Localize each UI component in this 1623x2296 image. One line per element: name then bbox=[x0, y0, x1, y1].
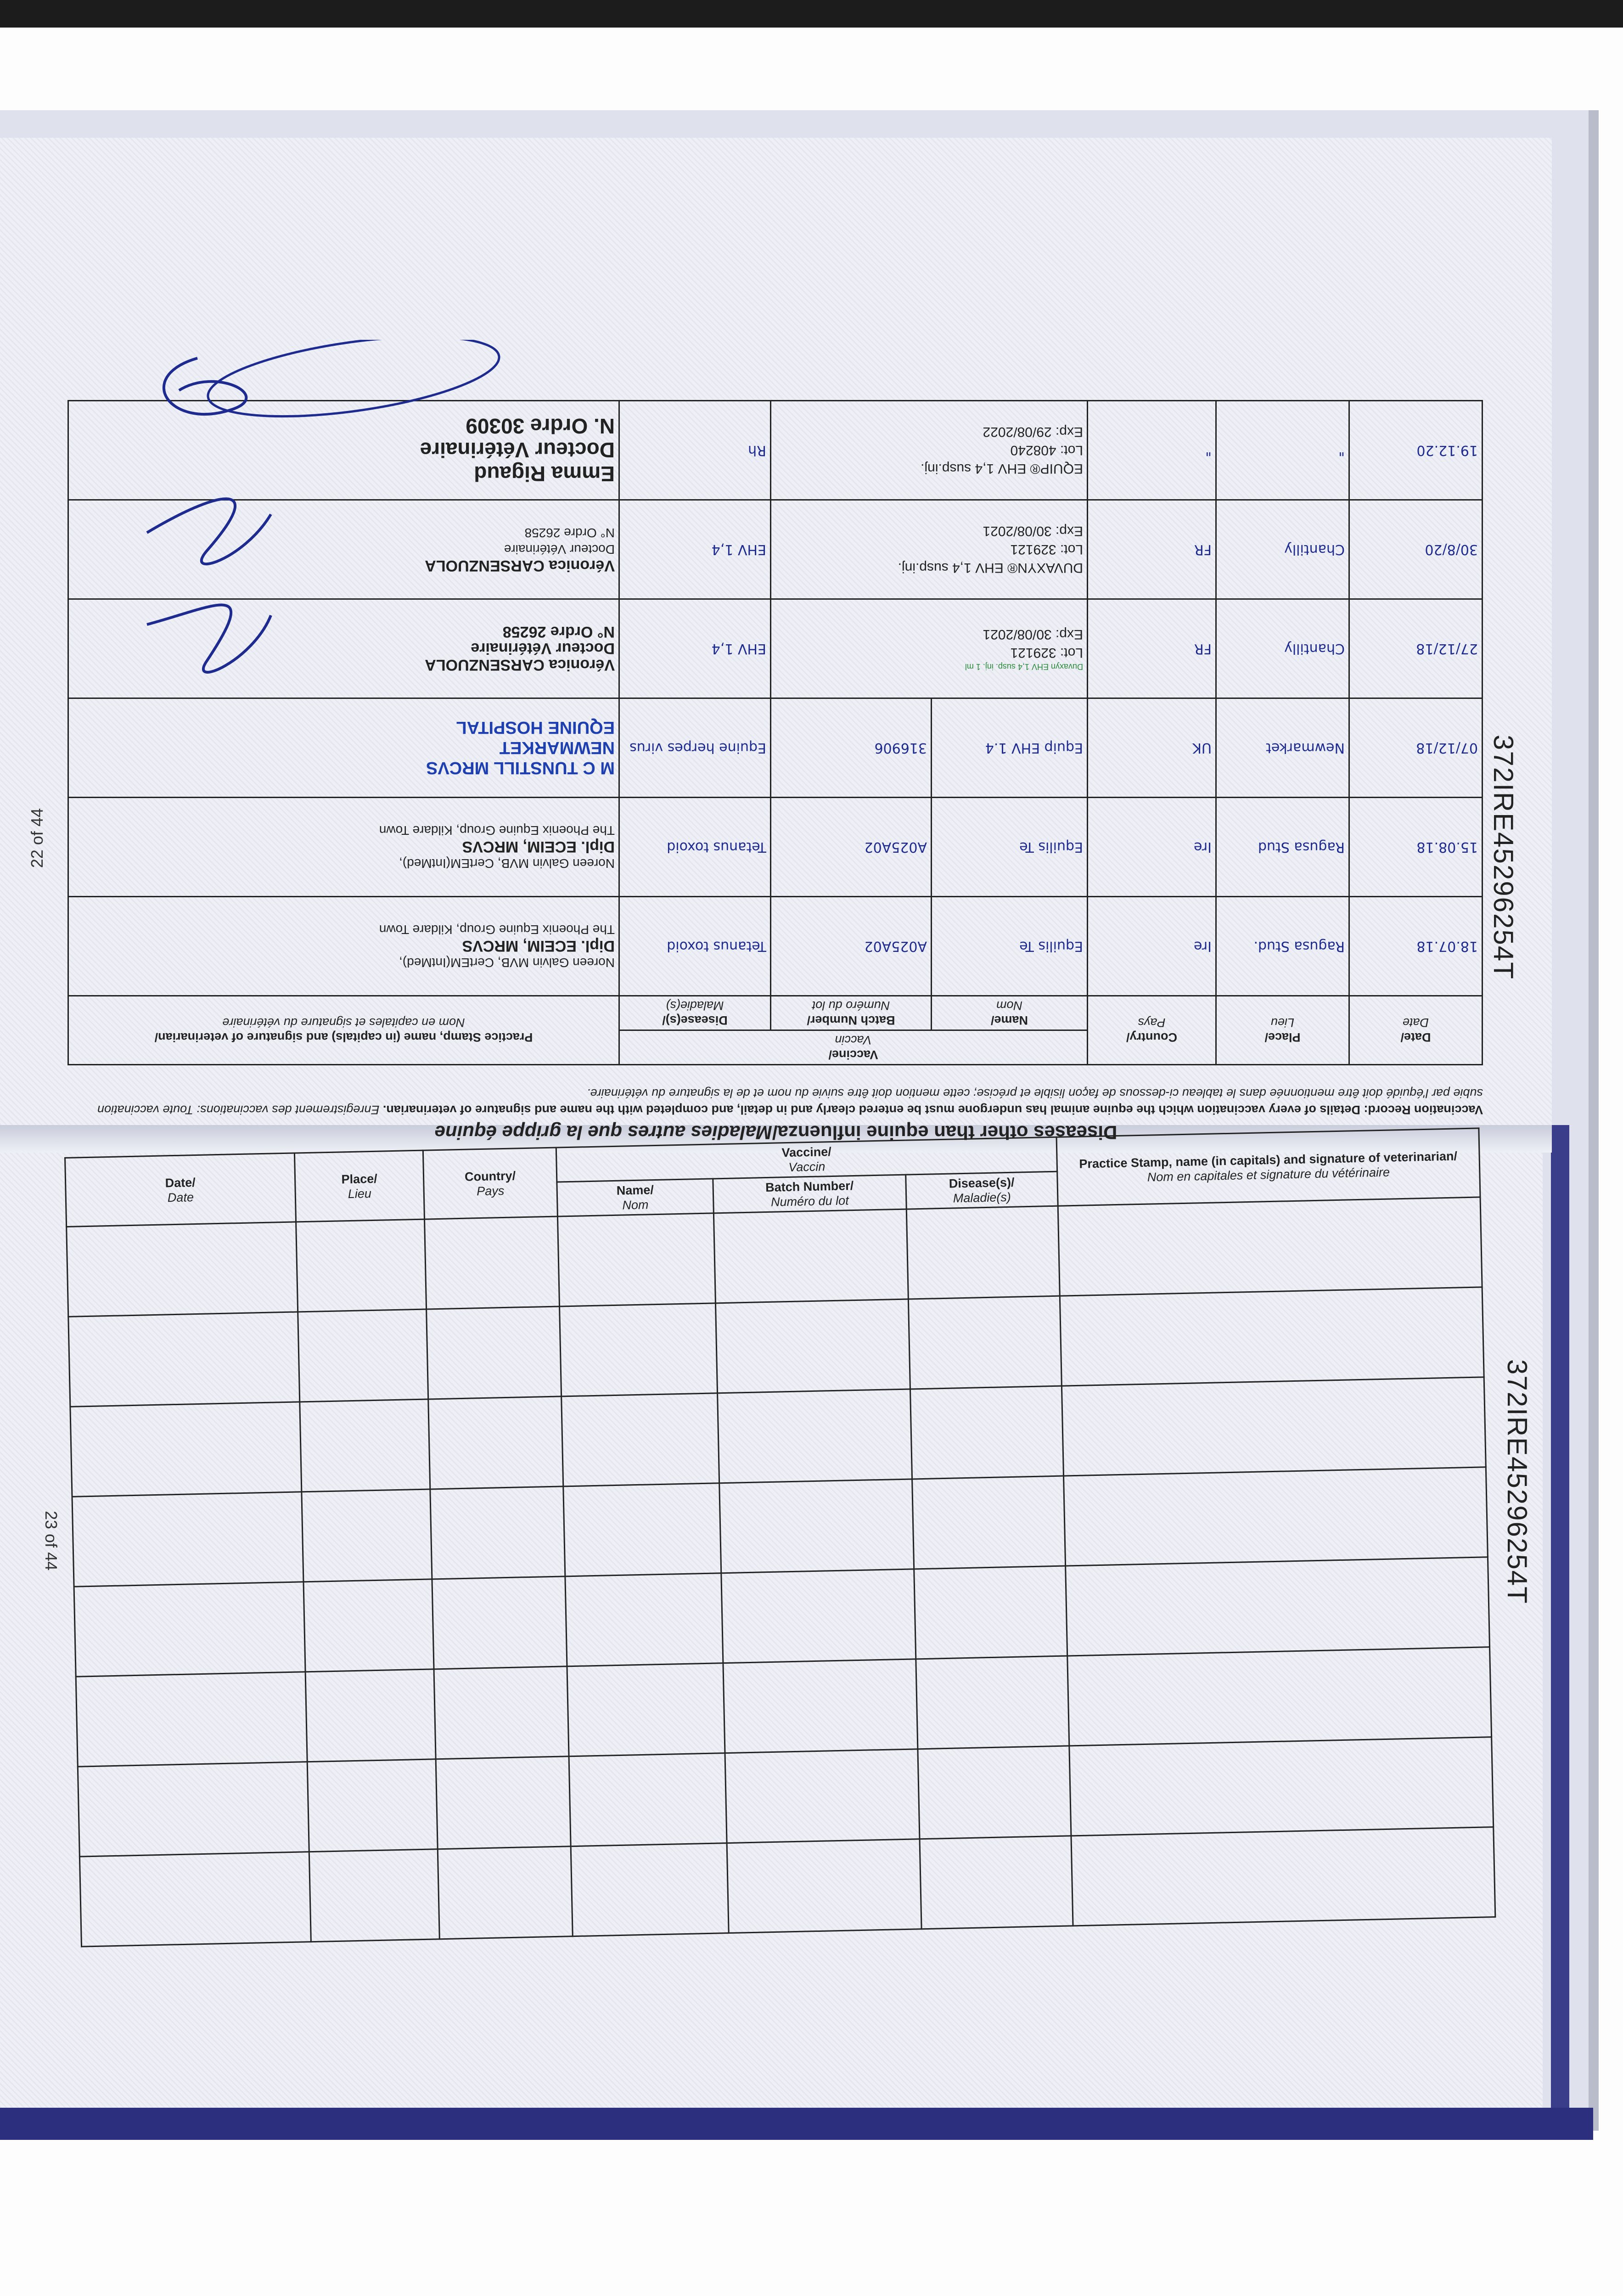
empty-cell bbox=[74, 1582, 305, 1677]
empty-cell bbox=[436, 1756, 571, 1849]
sticker-name: DUVAXYN® EHV 1,4 susp.inj. bbox=[898, 560, 1083, 576]
header-place: Place/ Lieu bbox=[1216, 996, 1349, 1065]
header-country: Country/ Pays bbox=[423, 1148, 557, 1219]
empty-cell bbox=[298, 1309, 428, 1402]
empty-cell bbox=[565, 1573, 723, 1666]
cell-country: FR bbox=[1088, 599, 1216, 698]
sticker-batch: Lot: 329121 bbox=[1010, 542, 1083, 557]
empty-cell bbox=[428, 1396, 563, 1489]
cell-country: " bbox=[1088, 401, 1216, 500]
scanner-edge bbox=[0, 0, 1623, 28]
empty-cell bbox=[1066, 1557, 1490, 1656]
signature-mark bbox=[147, 605, 271, 672]
header-stamp: Practice Stamp, name (in capitals) and signature of veterinarian/ Nom en capitales et signature du vétérinaire bbox=[68, 996, 619, 1065]
cell-disease: EHV 1,4 bbox=[619, 599, 770, 698]
page-22-intro bbox=[69, 1085, 1483, 1118]
cell-place: Ragusa Stud. bbox=[1216, 897, 1349, 996]
stamp-line: Noreen Galvin MVB, CertEM(IntMed), bbox=[399, 956, 615, 970]
cell-vet-stamp bbox=[68, 897, 619, 996]
empty-cell bbox=[906, 1206, 1060, 1299]
cell-place: Chantilly bbox=[1216, 599, 1349, 698]
empty-cell bbox=[723, 1659, 918, 1753]
stamp-line: EQUINE HOSPITAL bbox=[456, 718, 615, 737]
cell-disease: Tetanus toxoid bbox=[619, 897, 770, 996]
vaccination-table-23 bbox=[64, 1127, 1496, 1947]
sticker-expiry: Exp: 29/08/2022 bbox=[983, 424, 1083, 440]
cell-vaccine-sticker bbox=[771, 401, 1088, 500]
stamp-line: The Phoenix Equine Group, Kildare Town bbox=[379, 823, 615, 838]
empty-cell bbox=[70, 1402, 302, 1497]
book-cover-edge-right bbox=[1551, 1125, 1569, 2126]
title-en: Diseases other than equine influenza/ bbox=[772, 1122, 1118, 1143]
intro-en: Vaccination Record: Details of every vaccination which the equine animal has undergone must be entered clearly and in detail, and completed with the name and signature of veterinarian. bbox=[382, 1103, 1483, 1117]
cell-date: 27/12/18 bbox=[1349, 599, 1483, 698]
header-vaccine: Vaccine/ Vaccin bbox=[556, 1137, 1057, 1182]
stamp-line: N° Ordre 26258 bbox=[502, 623, 615, 641]
empty-cell bbox=[567, 1663, 725, 1756]
header-date: Date/ Date bbox=[65, 1153, 296, 1227]
empty-cell bbox=[68, 1312, 300, 1407]
header-date: Date/ Date bbox=[1349, 996, 1483, 1065]
empty-cell bbox=[302, 1489, 432, 1582]
cell-country: Ire bbox=[1088, 897, 1216, 996]
signature-mark bbox=[203, 340, 504, 431]
stamp-line: Dipl. ECEIM, MRCVS bbox=[462, 838, 615, 856]
passport-id-page-22: 372IRE45296254T bbox=[1488, 735, 1519, 980]
empty-cell bbox=[918, 1746, 1071, 1839]
stamp-line: Dipl. ECEIM, MRCVS bbox=[462, 937, 615, 955]
header-name: Name/ Nom bbox=[557, 1179, 713, 1216]
empty-cell bbox=[557, 1213, 715, 1306]
stamp-line: Noreen Galvin MVB, CertEM(IntMed), bbox=[399, 856, 615, 871]
stamp-line: The Phoenix Equine Group, Kildare Town bbox=[379, 923, 615, 937]
header-batch: Batch Number/ Numéro du lot bbox=[771, 996, 932, 1030]
cell-disease: Equine herpes virus bbox=[619, 698, 770, 798]
empty-cell bbox=[563, 1483, 721, 1576]
stamp-line: NEWMARKET bbox=[499, 738, 615, 758]
empty-cell bbox=[309, 1849, 439, 1942]
header-name: Name/ Nom bbox=[932, 996, 1088, 1030]
cell-date: 07/12/18 bbox=[1349, 698, 1483, 798]
cell-date: 15.08.18 bbox=[1349, 798, 1483, 897]
empty-cell bbox=[1061, 1377, 1486, 1476]
empty-cell bbox=[79, 1852, 311, 1947]
header-batch: Batch Number/ Numéro du lot bbox=[713, 1175, 906, 1213]
cell-batch: 316906 bbox=[771, 698, 932, 798]
cell-place: " bbox=[1216, 401, 1349, 500]
header-country: Country/ Pays bbox=[1088, 996, 1216, 1065]
book-cover-edge-bottom bbox=[0, 2108, 1593, 2140]
empty-cell bbox=[914, 1566, 1067, 1659]
empty-cell bbox=[296, 1219, 427, 1312]
cell-date: 30/8/20 bbox=[1349, 500, 1483, 599]
empty-cell bbox=[920, 1836, 1073, 1929]
empty-cell bbox=[725, 1749, 920, 1843]
stamp-line: N° Ordre 26258 bbox=[524, 526, 615, 540]
empty-cell bbox=[1067, 1647, 1492, 1746]
empty-cell bbox=[562, 1393, 719, 1486]
cell-batch: A025A02 bbox=[771, 798, 932, 897]
stamp-line: Docteur Vétérinaire bbox=[504, 542, 615, 557]
table-row bbox=[68, 798, 1482, 897]
empty-cell bbox=[910, 1386, 1063, 1479]
sticker-expiry: Exp: 30/08/2021 bbox=[983, 523, 1083, 539]
empty-cell bbox=[430, 1486, 565, 1579]
empty-cell bbox=[72, 1492, 303, 1587]
cell-place: Newmarket bbox=[1216, 698, 1349, 798]
empty-cell bbox=[67, 1222, 298, 1317]
cell-place: Ragusa Stud bbox=[1216, 798, 1349, 897]
cell-place: Chantilly bbox=[1216, 500, 1349, 599]
stamp-line: Véronica CARSENZUOLA bbox=[425, 656, 615, 674]
cell-country: UK bbox=[1088, 698, 1216, 798]
empty-cell bbox=[432, 1576, 567, 1669]
intro-fr: Enregistrement des vaccinations: Toute vaccination subie par l'équidé doit être mentionnée dans le tableau ci-dessous de façon lisible et précise; cette mention doit être suivie du nom et de la signature du vétérinaire. bbox=[97, 1086, 1483, 1117]
empty-cell bbox=[569, 1753, 727, 1846]
cell-disease: Tetanus toxoid bbox=[619, 798, 770, 897]
empty-cell bbox=[912, 1476, 1066, 1569]
stamp-line: N. Ordre 30309 bbox=[466, 414, 615, 439]
sticker-expiry: Exp: 30/08/2021 bbox=[983, 627, 1083, 642]
cell-country: Ire bbox=[1088, 798, 1216, 897]
header-disease: Disease(s)/ Maladie(s) bbox=[906, 1171, 1058, 1209]
header-place: Place/ Lieu bbox=[294, 1150, 424, 1222]
empty-cell bbox=[1058, 1197, 1482, 1296]
stamp-line: Docteur Vétérinaire bbox=[420, 438, 615, 462]
empty-cell bbox=[76, 1672, 307, 1767]
cell-vaccine-name: Equilis Te bbox=[932, 897, 1088, 996]
sticker-name: EQUIP® EHV 1,4 susp.inj. bbox=[921, 461, 1083, 477]
table-row bbox=[68, 897, 1482, 996]
empty-cell bbox=[303, 1579, 434, 1672]
cell-date: 19.12.20 bbox=[1349, 401, 1483, 500]
cell-disease: Rh bbox=[619, 401, 770, 500]
title-fr: Maladies autres que la grippe équine bbox=[434, 1122, 772, 1143]
signature-mark bbox=[147, 499, 271, 564]
empty-cell bbox=[425, 1216, 560, 1309]
empty-cell bbox=[718, 1389, 912, 1483]
empty-cell bbox=[438, 1846, 573, 1939]
cell-vaccine-name: Equip EHV 1.4 bbox=[932, 698, 1088, 798]
page-number-22: 22 of 44 bbox=[28, 808, 46, 868]
cell-vaccine-sticker bbox=[771, 599, 1088, 698]
empty-cell bbox=[916, 1656, 1069, 1749]
cell-vaccine-sticker bbox=[771, 500, 1088, 599]
signature-mark bbox=[164, 358, 247, 414]
table-header-row bbox=[68, 1030, 1482, 1065]
cell-date: 18.07.18 bbox=[1349, 897, 1483, 996]
empty-cell bbox=[721, 1569, 916, 1663]
sticker-name: Duvaxyn EHV 1,4 susp. inj. 1 ml bbox=[965, 662, 1083, 672]
empty-cell bbox=[1064, 1467, 1488, 1566]
empty-cell bbox=[1069, 1737, 1494, 1836]
empty-cell bbox=[1071, 1827, 1495, 1926]
cell-vet-stamp bbox=[68, 798, 619, 897]
cell-country: FR bbox=[1088, 500, 1216, 599]
page-number-23: 23 of 44 bbox=[42, 1511, 61, 1571]
empty-cell bbox=[719, 1479, 914, 1573]
stamp-line: Véronica CARSENZUOLA bbox=[425, 557, 615, 575]
empty-cell bbox=[305, 1669, 436, 1762]
cell-batch: A025A02 bbox=[771, 897, 932, 996]
stamp-line: Docteur Vétérinaire bbox=[471, 640, 615, 658]
empty-cell bbox=[727, 1839, 921, 1933]
cell-disease: EHV 1,4 bbox=[619, 500, 770, 599]
empty-cell bbox=[908, 1296, 1061, 1389]
sticker-batch: Lot: 408240 bbox=[1010, 443, 1083, 458]
empty-cell bbox=[715, 1299, 910, 1393]
stamp-line: Emma Rigaud bbox=[474, 462, 615, 486]
empty-cell bbox=[571, 1843, 729, 1936]
empty-cell bbox=[1060, 1287, 1484, 1386]
empty-cell bbox=[78, 1762, 309, 1857]
empty-cell bbox=[560, 1303, 718, 1396]
stamp-line: M C TUNSTILL MRCVS bbox=[426, 758, 615, 778]
header-disease: Disease(s)/ Maladie(s) bbox=[619, 996, 770, 1030]
empty-cell bbox=[307, 1759, 438, 1852]
cell-vaccine-name: Equilis Te bbox=[932, 798, 1088, 897]
sticker-batch: Lot: 329121 bbox=[1010, 645, 1083, 661]
header-stamp: Practice Stamp, name (in capitals) and signature of veterinarian/ Nom en capitales et signature du vétérinaire bbox=[1056, 1128, 1480, 1206]
passport-id-page-23: 372IRE45296254T bbox=[1502, 1359, 1533, 1604]
header-vaccine: Vaccine/ Vaccin bbox=[619, 1030, 1087, 1065]
signature-scribbles bbox=[78, 340, 537, 735]
empty-cell bbox=[434, 1666, 569, 1759]
empty-cell bbox=[713, 1209, 908, 1303]
empty-cell bbox=[427, 1306, 562, 1399]
empty-cell bbox=[300, 1399, 430, 1492]
